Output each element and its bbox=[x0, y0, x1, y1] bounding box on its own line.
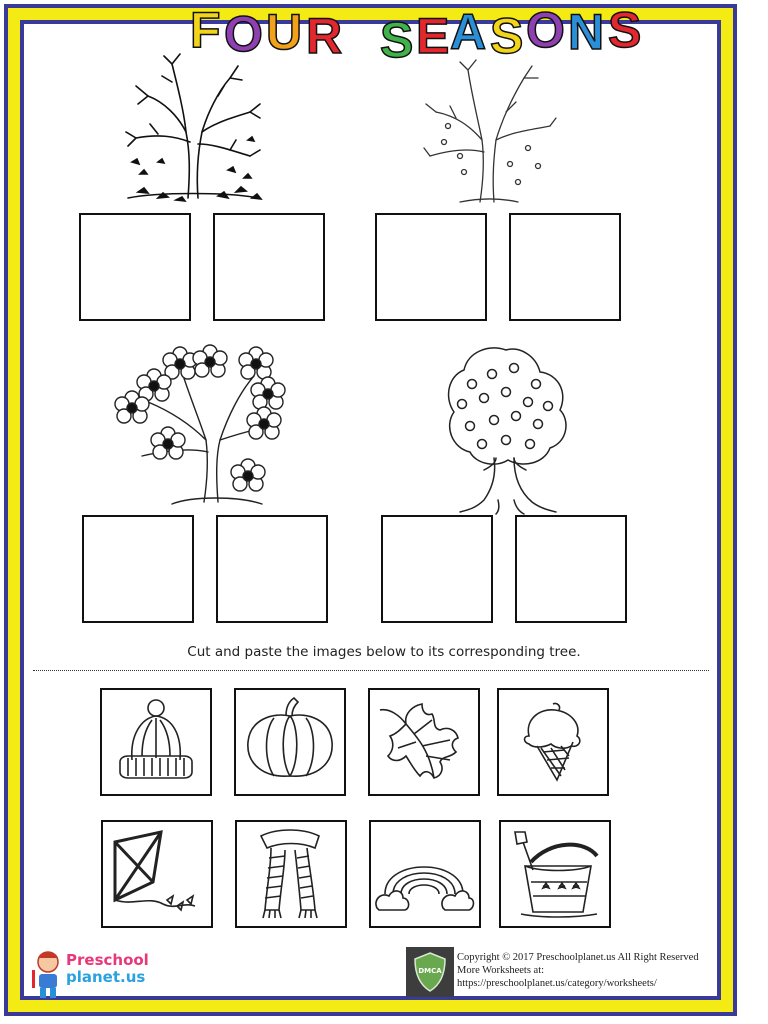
cut-card-pumpkin[interactable] bbox=[234, 688, 346, 796]
answer-box-summer-2[interactable] bbox=[515, 515, 627, 623]
pumpkin-icon bbox=[236, 690, 343, 793]
answer-box-summer-1[interactable] bbox=[381, 515, 493, 623]
ice-cream-icon bbox=[499, 690, 606, 793]
more-worksheets-text: More Worksheets at: bbox=[457, 965, 545, 976]
title-letter: S bbox=[490, 8, 524, 64]
instruction-text: Cut and paste the images below to its corresponding tree. bbox=[187, 644, 581, 660]
title-letter: S bbox=[380, 12, 414, 68]
spring-tree bbox=[112, 336, 288, 508]
answer-box-autumn-1[interactable] bbox=[79, 213, 191, 321]
logo-text-line2: planet.us bbox=[66, 968, 146, 986]
autumn-tree bbox=[118, 52, 268, 204]
preschool-planet-logo[interactable] bbox=[30, 946, 150, 1002]
answer-box-winter-1[interactable] bbox=[375, 213, 487, 321]
cut-card-winter-hat[interactable] bbox=[100, 688, 212, 796]
answer-box-spring-1[interactable] bbox=[82, 515, 194, 623]
title-letter: R bbox=[306, 8, 343, 64]
title-letter: O bbox=[224, 6, 263, 62]
dmca-label: DMCA bbox=[418, 967, 442, 975]
rainbow-icon bbox=[371, 822, 478, 925]
title-letter: F bbox=[190, 2, 221, 58]
cut-card-leaf[interactable] bbox=[368, 688, 480, 796]
scarf-icon bbox=[237, 822, 344, 925]
answer-box-spring-2[interactable] bbox=[216, 515, 328, 623]
title-letter: N bbox=[568, 4, 605, 60]
cut-card-ice-cream[interactable] bbox=[497, 688, 609, 796]
answer-box-autumn-2[interactable] bbox=[213, 213, 325, 321]
title-letter: E bbox=[416, 8, 450, 64]
kite-icon bbox=[103, 822, 210, 925]
title-letter: S bbox=[608, 2, 642, 58]
cut-line bbox=[33, 670, 709, 671]
cut-card-rainbow[interactable] bbox=[369, 820, 481, 928]
worksheets-url[interactable]: https://preschoolplanet.us/category/worksheets/ bbox=[457, 978, 657, 989]
kid-mascot-icon bbox=[30, 948, 66, 1000]
title-letter: O bbox=[526, 2, 565, 58]
dmca-badge[interactable] bbox=[406, 947, 454, 997]
copyright-text: Copyright © 2017 Preschoolplanet.us All Right Reserved bbox=[457, 952, 699, 963]
cut-card-sand-bucket[interactable] bbox=[499, 820, 611, 928]
answer-box-winter-2[interactable] bbox=[509, 213, 621, 321]
title-letter: U bbox=[266, 4, 303, 60]
copyright-block bbox=[457, 951, 699, 990]
logo-text-line1: Preschool bbox=[66, 951, 149, 969]
cut-card-scarf[interactable] bbox=[235, 820, 347, 928]
winter-tree bbox=[420, 56, 558, 206]
sand-bucket-icon bbox=[501, 822, 608, 925]
winter-hat-icon bbox=[102, 690, 209, 793]
title-letter: A bbox=[450, 4, 487, 60]
summer-tree bbox=[440, 340, 572, 516]
leaf-icon bbox=[370, 690, 477, 793]
cut-card-kite[interactable] bbox=[101, 820, 213, 928]
